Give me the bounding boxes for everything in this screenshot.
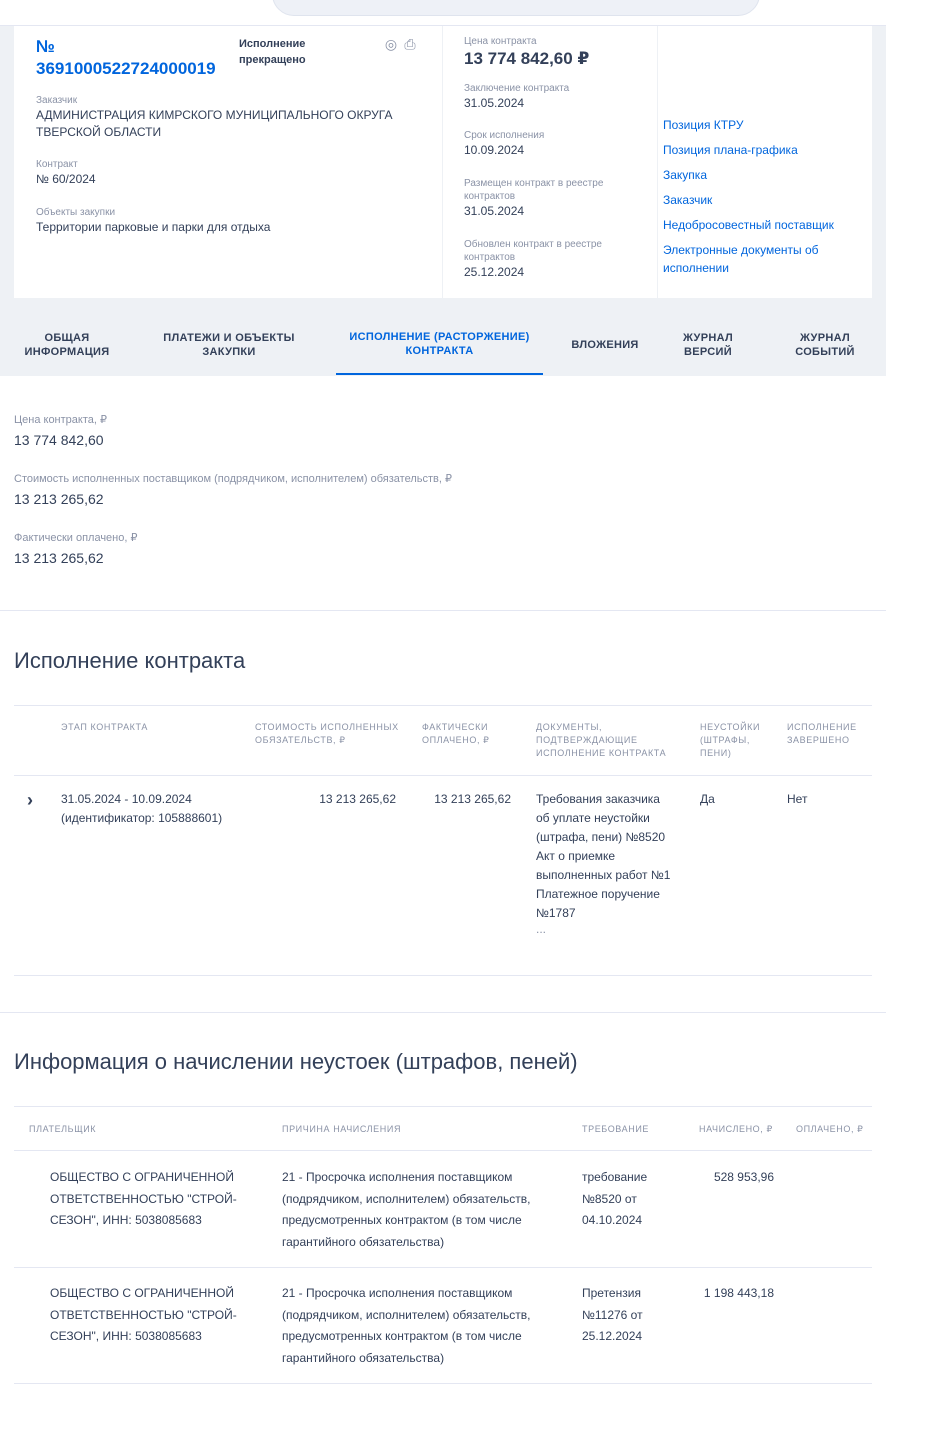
table-divider (14, 705, 872, 706)
amount-item (14, 531, 874, 566)
paid-cell: 13 213 265,62 (434, 792, 511, 806)
contract-label: Контракт (36, 159, 78, 170)
amount-item (14, 413, 874, 448)
search-input[interactable] (272, 0, 760, 16)
document-item: Требования заказчика об уплате неустойки (штрафа, пени) №8520 (536, 792, 666, 844)
tab-payments[interactable]: ПЛАТЕЖИ И ОБЪЕКТЫ ЗАКУПКИ (163, 332, 295, 358)
payer-cell: ОБЩЕСТВО С ОГРАНИЧЕННОЙ ОТВЕТСТВЕННОСТЬЮ "СТРОЙ-СЕЗОН", ИНН: 5038085683 (50, 1286, 237, 1343)
penalties-cell: Да (700, 792, 715, 806)
col-header-stage: ЭТАП КОНТРАКТА (61, 722, 148, 732)
section-title: Исполнение контракта (14, 648, 246, 673)
col-header-charged: НАЧИСЛЕНО, ₽ (699, 1124, 773, 1134)
table-divider (14, 975, 872, 976)
col-header-reason: ПРИЧИНА НАЧИСЛЕНИЯ (282, 1124, 402, 1134)
divider (0, 610, 886, 611)
col-header-penalties: НЕУСТОЙКИ (ШТРАФЫ, ПЕНИ) (700, 722, 761, 758)
objects-label: Объекты закупки (36, 207, 116, 218)
col-header-demand: ТРЕБОВАНИЕ (582, 1124, 649, 1134)
tab-general-info[interactable]: ОБЩАЯ ИНФОРМАЦИЯ (24, 332, 110, 358)
document-more: ... (536, 922, 547, 936)
section-title: Информация о начислении неустоек (штрафов, пеней) (14, 1049, 578, 1074)
link-customer[interactable]: Заказчик (663, 193, 713, 207)
link-ktru[interactable]: Позиция КТРУ (663, 118, 744, 132)
demand-cell: Претензия №11276 от 25.12.2024 (582, 1286, 643, 1343)
expand-chevron-icon[interactable]: › (27, 790, 33, 810)
charged-cell: 528 953,96 (713, 1170, 774, 1184)
placed-label: Размещен контракт в реестре контрактов (464, 178, 604, 202)
tab-execution[interactable]: ИСПОЛНЕНИЕ (РАСТОРЖЕНИЕ) КОНТРАКТА (336, 315, 543, 375)
col-header-paid-penalty: ОПЛАЧЕНО, ₽ (796, 1124, 864, 1134)
tab-bar (0, 315, 886, 375)
customer-label: Заказчик (36, 95, 78, 106)
contract-value: № 60/2024 (36, 172, 96, 186)
objects-value: Территории парковые и парки для отдыха (36, 220, 271, 234)
conclusion-value: 31.05.2024 (464, 96, 525, 110)
col-header-payer: ПЛАТЕЛЬЩИК (29, 1124, 97, 1134)
payer-cell: ОБЩЕСТВО С ОГРАНИЧЕННОЙ ОТВЕТСТВЕННОСТЬЮ "СТРОЙ-СЕЗОН", ИНН: 5038085683 (50, 1170, 237, 1227)
status-badge: Исполнение прекращено (239, 38, 306, 66)
table-divider (14, 1106, 872, 1107)
document-item: Платежное поручение №1787 (536, 887, 660, 920)
amount-label: Стоимость исполненных поставщиком (подрядчиком, исполнителем) обязательств, ₽ (14, 473, 452, 485)
tab-event-log[interactable]: ЖУРНАЛ СОБЫТИЙ (795, 332, 855, 358)
table-divider (14, 1383, 872, 1384)
updated-value: 25.12.2024 (464, 265, 525, 279)
docs-cell (536, 790, 676, 935)
customer-link[interactable]: АДМИНИСТРАЦИЯ КИМРСКОГО МУНИЦИПАЛЬНОГО ОКРУГА ТВЕРСКОЙ ОБЛАСТИ (36, 108, 393, 139)
link-electronic-docs[interactable]: Электронные документы об исполнении (663, 243, 819, 275)
charged-cell: 1 198 443,18 (703, 1286, 774, 1300)
cost-cell: 13 213 265,62 (319, 792, 396, 806)
price-label: Цена контракта (464, 36, 537, 47)
reason-cell: 21 - Просрочка исполнения поставщиком (подрядчиком, исполнителем) обязательств, предусмотренных контрактом (в том числе гарантийного обязательства) (282, 1286, 531, 1365)
table-row (14, 776, 872, 975)
amount-label: Цена контракта, ₽ (14, 414, 107, 426)
table-row (14, 1151, 872, 1267)
amount-value: 13 213 265,62 (14, 550, 104, 566)
tab-version-log[interactable]: ЖУРНАЛ ВЕРСИЙ (683, 332, 733, 358)
col-header-cost: СТОИМОСТЬ ИСПОЛНЕННЫХ ОБЯЗАТЕЛЬСТВ, ₽ (255, 722, 399, 745)
reason-cell: 21 - Просрочка исполнения поставщиком (подрядчиком, исполнителем) обязательств, предусмотренных контрактом (в том числе гарантийного обязательства) (282, 1170, 531, 1249)
conclusion-label: Заключение контракта (464, 83, 570, 94)
amount-label: Фактически оплачено, ₽ (14, 532, 138, 544)
term-value: 10.09.2024 (464, 143, 525, 157)
card-actions (383, 36, 421, 54)
col-header-done: ИСПОЛНЕНИЕ ЗАВЕРШЕНО (787, 722, 857, 745)
amount-value: 13 774 842,60 (14, 432, 104, 448)
link-unfair-supplier[interactable]: Недобросовестный поставщик (663, 218, 834, 232)
term-label: Срок исполнения (464, 130, 545, 141)
watch-icon[interactable]: ◎ (384, 36, 398, 52)
table-row (14, 1268, 872, 1384)
link-plan-schedule[interactable]: Позиция плана-графика (663, 143, 798, 157)
col-header-docs: ДОКУМЕНТЫ, ПОДТВЕРЖДАЮЩИЕ ИСПОЛНЕНИЕ КОНТРАКТА (536, 722, 667, 758)
contract-card-dates (443, 26, 657, 298)
done-cell: Нет (787, 792, 808, 806)
contract-number-link[interactable]: № 3691000522724000019 (36, 37, 216, 78)
stage-cell: 31.05.2024 - 10.09.2024 (идентификатор: 105888601) (61, 792, 223, 825)
amount-item (14, 472, 874, 507)
price-value: 13 774 842,60 ₽ (464, 49, 590, 68)
contract-card-links (658, 26, 872, 298)
divider (0, 1012, 886, 1013)
updated-label: Обновлен контракт в реестре контрактов (464, 239, 602, 263)
amounts-block (14, 413, 874, 566)
document-item: Акт о приемке выполненных работ №1 (536, 849, 671, 882)
print-icon[interactable]: ⎙ (404, 36, 416, 52)
contract-card-main (14, 26, 442, 298)
demand-cell: требование №8520 от 04.10.2024 (582, 1170, 648, 1227)
amount-value: 13 213 265,62 (14, 491, 104, 507)
tab-attachments[interactable]: ВЛОЖЕНИЯ (571, 339, 639, 351)
col-header-paid: ФАКТИЧЕСКИ ОПЛАЧЕНО, ₽ (422, 722, 490, 745)
link-purchase[interactable]: Закупка (663, 168, 707, 182)
placed-value: 31.05.2024 (464, 204, 525, 218)
